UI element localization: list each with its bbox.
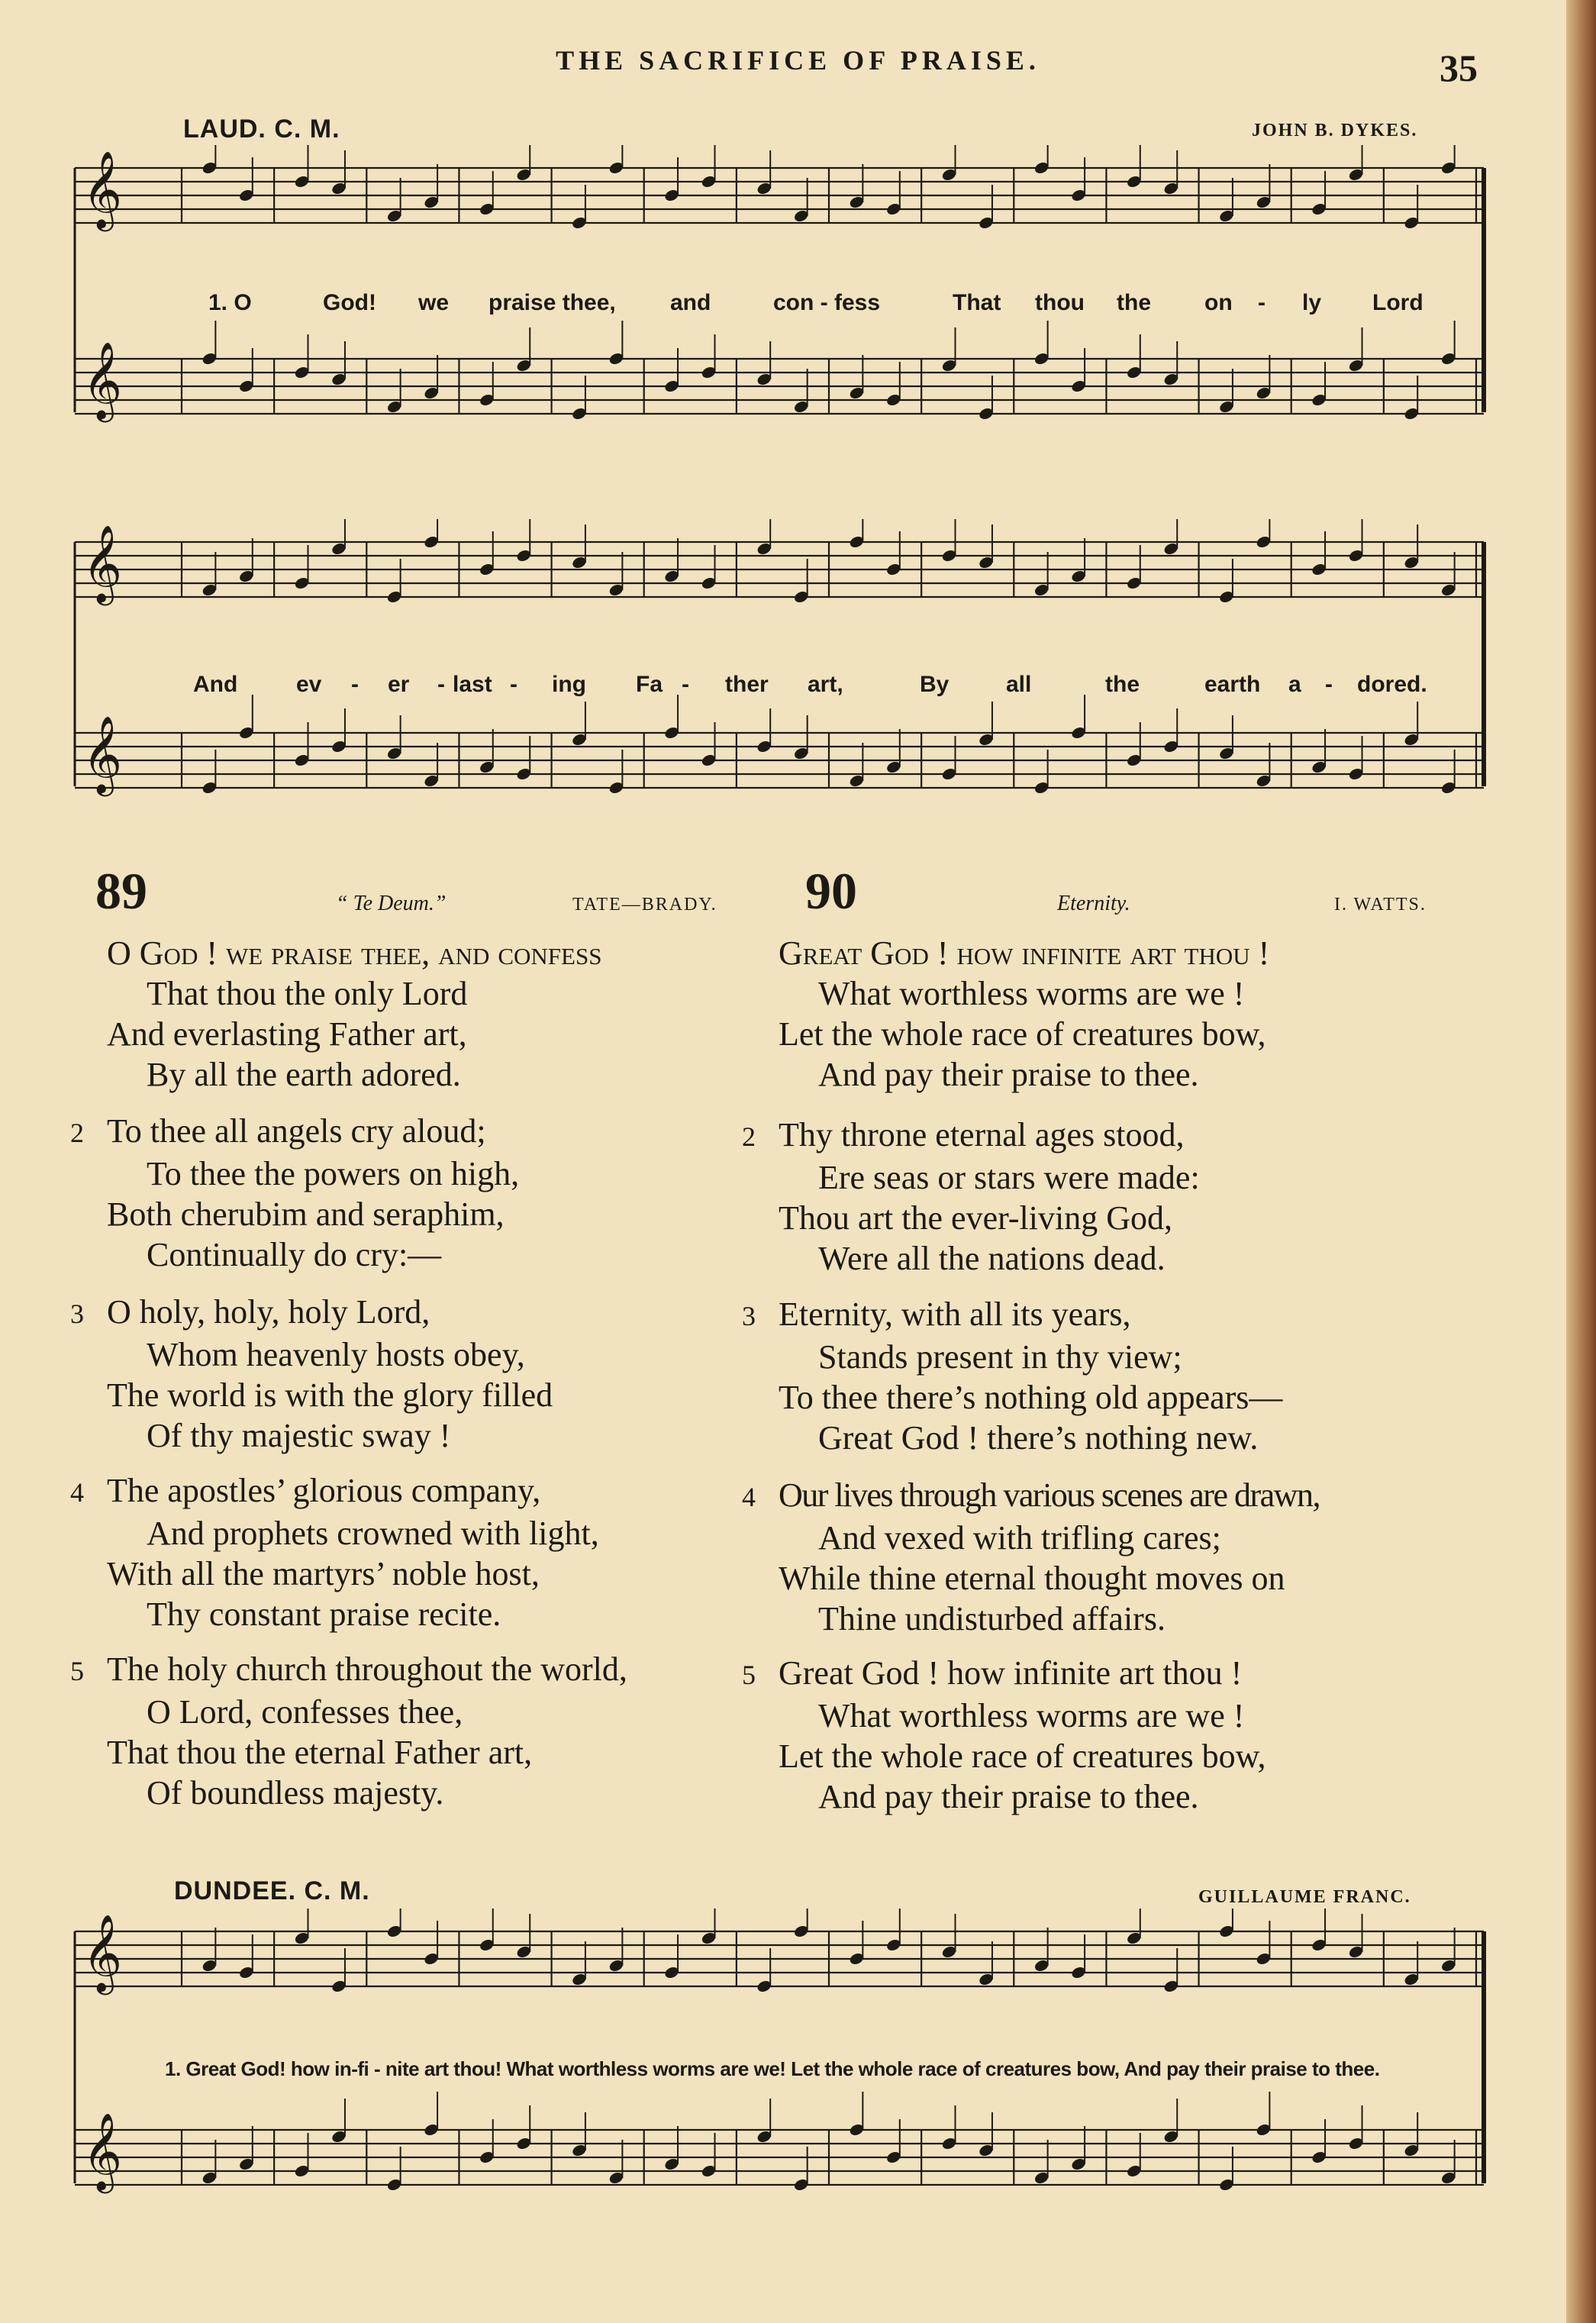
lyric-syllable: con - fess (773, 290, 881, 315)
verse-line: O Lord, confesses thee, (147, 1693, 463, 1731)
verse-line: Stands present in thy view; (818, 1338, 1182, 1376)
lyric-syllable: ther (725, 672, 769, 697)
verse-line: What worthless worms are we ! (818, 1697, 1245, 1734)
lyric-syllable: praise thee, (488, 290, 616, 315)
lyric-syllable: dored. (1357, 672, 1427, 697)
verse-number: 2 (70, 1118, 84, 1148)
staff-graphic (67, 519, 1487, 847)
lyric-syllable: earth (1204, 672, 1261, 697)
hymn-90-verse-2 (742, 1115, 1200, 1279)
verse-line: The world is with the glory filled (107, 1376, 553, 1414)
verse-number: 5 (742, 1660, 756, 1690)
hymn-90-verse-3 (742, 1294, 1283, 1458)
verse-line: And pay their praise to thee. (818, 1778, 1199, 1815)
music-system-laud-1 (67, 145, 1487, 473)
verse-number: 2 (742, 1121, 756, 1152)
hymn-number-90: 90 (805, 862, 857, 920)
composer-dundee: GUILLAUME FRANC. (1198, 1887, 1411, 1907)
lyric-syllable: on (1204, 290, 1233, 315)
verse-line: Of boundless majesty. (147, 1774, 444, 1812)
verse-number: 5 (70, 1656, 84, 1686)
hymn-89-subtitle: “ Te Deum.” (336, 892, 447, 915)
clef-icon: 𝄞 (82, 340, 123, 419)
verse-line: And pay their praise to thee. (818, 1056, 1199, 1093)
verse-line: That thou the eternal Father art, (107, 1734, 533, 1771)
running-head: THE SACRIFICE OF PRAISE. (556, 45, 1040, 76)
verse-line: O holy, holy, holy Lord, (107, 1293, 430, 1331)
verse-line: The holy church throughout the world, (107, 1650, 627, 1688)
clef-icon: 𝄞 (82, 150, 123, 228)
verse-line: With all the martyrs’ noble host, (107, 1555, 540, 1592)
lyric-syllable: last (453, 672, 492, 697)
verse-line: Ere seas or stars were made: (818, 1159, 1200, 1196)
lyric-syllable: we (418, 290, 450, 315)
hymn-89-verse-5 (70, 1649, 627, 1813)
clef-icon: 𝄞 (82, 715, 123, 793)
lyric-syllable: God! (323, 290, 376, 315)
hymn-89-verse-3 (70, 1292, 553, 1456)
lyric-syllable: - (682, 672, 689, 697)
page-edge (1566, 0, 1596, 2323)
lyric-syllable: er (388, 672, 410, 697)
verse-line: And vexed with trifling cares; (818, 1519, 1221, 1557)
hymn-89-verse-1 (107, 933, 601, 1095)
lyric-syllable: That (953, 290, 1001, 315)
lyric-syllable: art, (808, 672, 843, 697)
verse-line: Eternity, with all its years, (779, 1295, 1131, 1333)
page-number: 35 (1440, 47, 1478, 89)
verse-line (779, 933, 1269, 973)
verse-line (107, 933, 601, 973)
lyric-syllable: and (670, 290, 711, 315)
verse-line: To thee all angels cry aloud; (107, 1112, 486, 1150)
lyric-syllable: - (437, 672, 445, 697)
verse-line: To thee there’s nothing old appears— (779, 1379, 1283, 1416)
verse-line: And prophets crowned with light, (147, 1515, 599, 1552)
verse-line: That thou the only Lord (147, 975, 468, 1012)
lyric-syllable: thou (1035, 290, 1085, 315)
verse-number: 3 (742, 1301, 756, 1331)
tune-name-laud: LAUD. C. M. (183, 115, 340, 144)
lyric-line-dundee: 1. Great God! how in-fi - nite art thou! What worthless worms are we! Let the whole race of creatures bow, And pay their praise to thee. (165, 2057, 1380, 2080)
verse-line: Both cherubim and seraphim, (107, 1195, 505, 1233)
lyric-syllable: the (1105, 672, 1140, 697)
verse-line-text: Great God ! how infinite art thou ! (779, 934, 1270, 972)
lyric-syllable: a (1288, 672, 1301, 697)
lyric-syllable: ing (552, 672, 586, 697)
lyric-syllable: 1. O (208, 290, 252, 315)
verse-line: Thy throne eternal ages stood, (779, 1116, 1185, 1153)
hymn-90-verse-1 (779, 933, 1269, 1095)
clef-icon: 𝄞 (82, 2112, 123, 2190)
verse-line: Were all the nations dead. (818, 1240, 1166, 1277)
tune-name-dundee: DUNDEE. C. M. (174, 1876, 370, 1905)
hymn-90-author: I. WATTS. (1334, 895, 1427, 915)
verse-line: Great God ! how infinite art thou ! (779, 1654, 1243, 1692)
verse-line: To thee the powers on high, (147, 1155, 520, 1192)
verse-number: 3 (70, 1299, 84, 1329)
verse-line: Let the whole race of creatures bow, (779, 1015, 1266, 1053)
verse-line: And everlasting Father art, (107, 1015, 467, 1053)
clef-icon: 𝄞 (82, 1913, 123, 1992)
hymn-90-subtitle: Eternity. (1057, 892, 1130, 915)
verse-line: Thine undisturbed affairs. (818, 1600, 1166, 1637)
lyric-syllable: And (193, 672, 238, 697)
lyric-syllable: - (510, 672, 517, 697)
hymn-89-verse-4 (70, 1470, 599, 1634)
lyric-syllable: - (1258, 290, 1266, 315)
verse-line: What worthless worms are we ! (818, 975, 1245, 1012)
lyric-syllable: Lord (1372, 290, 1424, 315)
verse-number: 4 (742, 1482, 756, 1512)
verse-line: The apostles’ glorious company, (107, 1472, 541, 1509)
lyric-syllable: Fa (636, 672, 663, 697)
verse-line: Our lives through various scenes are drawn, (779, 1476, 1320, 1514)
lyric-syllable: ev (296, 672, 322, 697)
verse-line: Thou art the ever-living God, (779, 1199, 1172, 1237)
verse-line: Great God ! there’s nothing new. (818, 1419, 1259, 1457)
verse-line: Let the whole race of creatures bow, (779, 1737, 1266, 1775)
clef-icon: 𝄞 (82, 524, 123, 602)
verse-line: Continually do cry:— (147, 1236, 442, 1273)
verse-number: 4 (70, 1477, 84, 1508)
hymn-number-89: 89 (95, 862, 147, 920)
hymn-90-verse-5 (742, 1653, 1266, 1817)
hymn-90-verse-4 (742, 1475, 1320, 1639)
composer-laud: JOHN B. DYKES. (1252, 121, 1418, 140)
lyric-syllable: ly (1302, 290, 1322, 315)
lyric-syllable: - (351, 672, 359, 697)
lyric-syllable: By (920, 672, 950, 697)
lyric-syllable: - (1325, 672, 1333, 697)
lyric-syllable: all (1006, 672, 1032, 697)
hymn-89-verse-2 (70, 1111, 520, 1275)
verse-line: Thy constant praise recite. (147, 1595, 501, 1633)
verse-line: While thine eternal thought moves on (779, 1560, 1285, 1597)
verse-line-text: O God ! we praise thee, and confess (107, 934, 602, 972)
verse-line: Whom heavenly hosts obey, (147, 1336, 525, 1373)
lyric-syllable: the (1117, 290, 1151, 315)
hymn-89-author: TATE—BRADY. (572, 895, 717, 915)
verse-line: Of thy majestic sway ! (147, 1417, 451, 1454)
music-system-laud-2 (67, 519, 1487, 847)
verse-line: By all the earth adored. (147, 1056, 461, 1093)
music-system-dundee (67, 1908, 1487, 2244)
